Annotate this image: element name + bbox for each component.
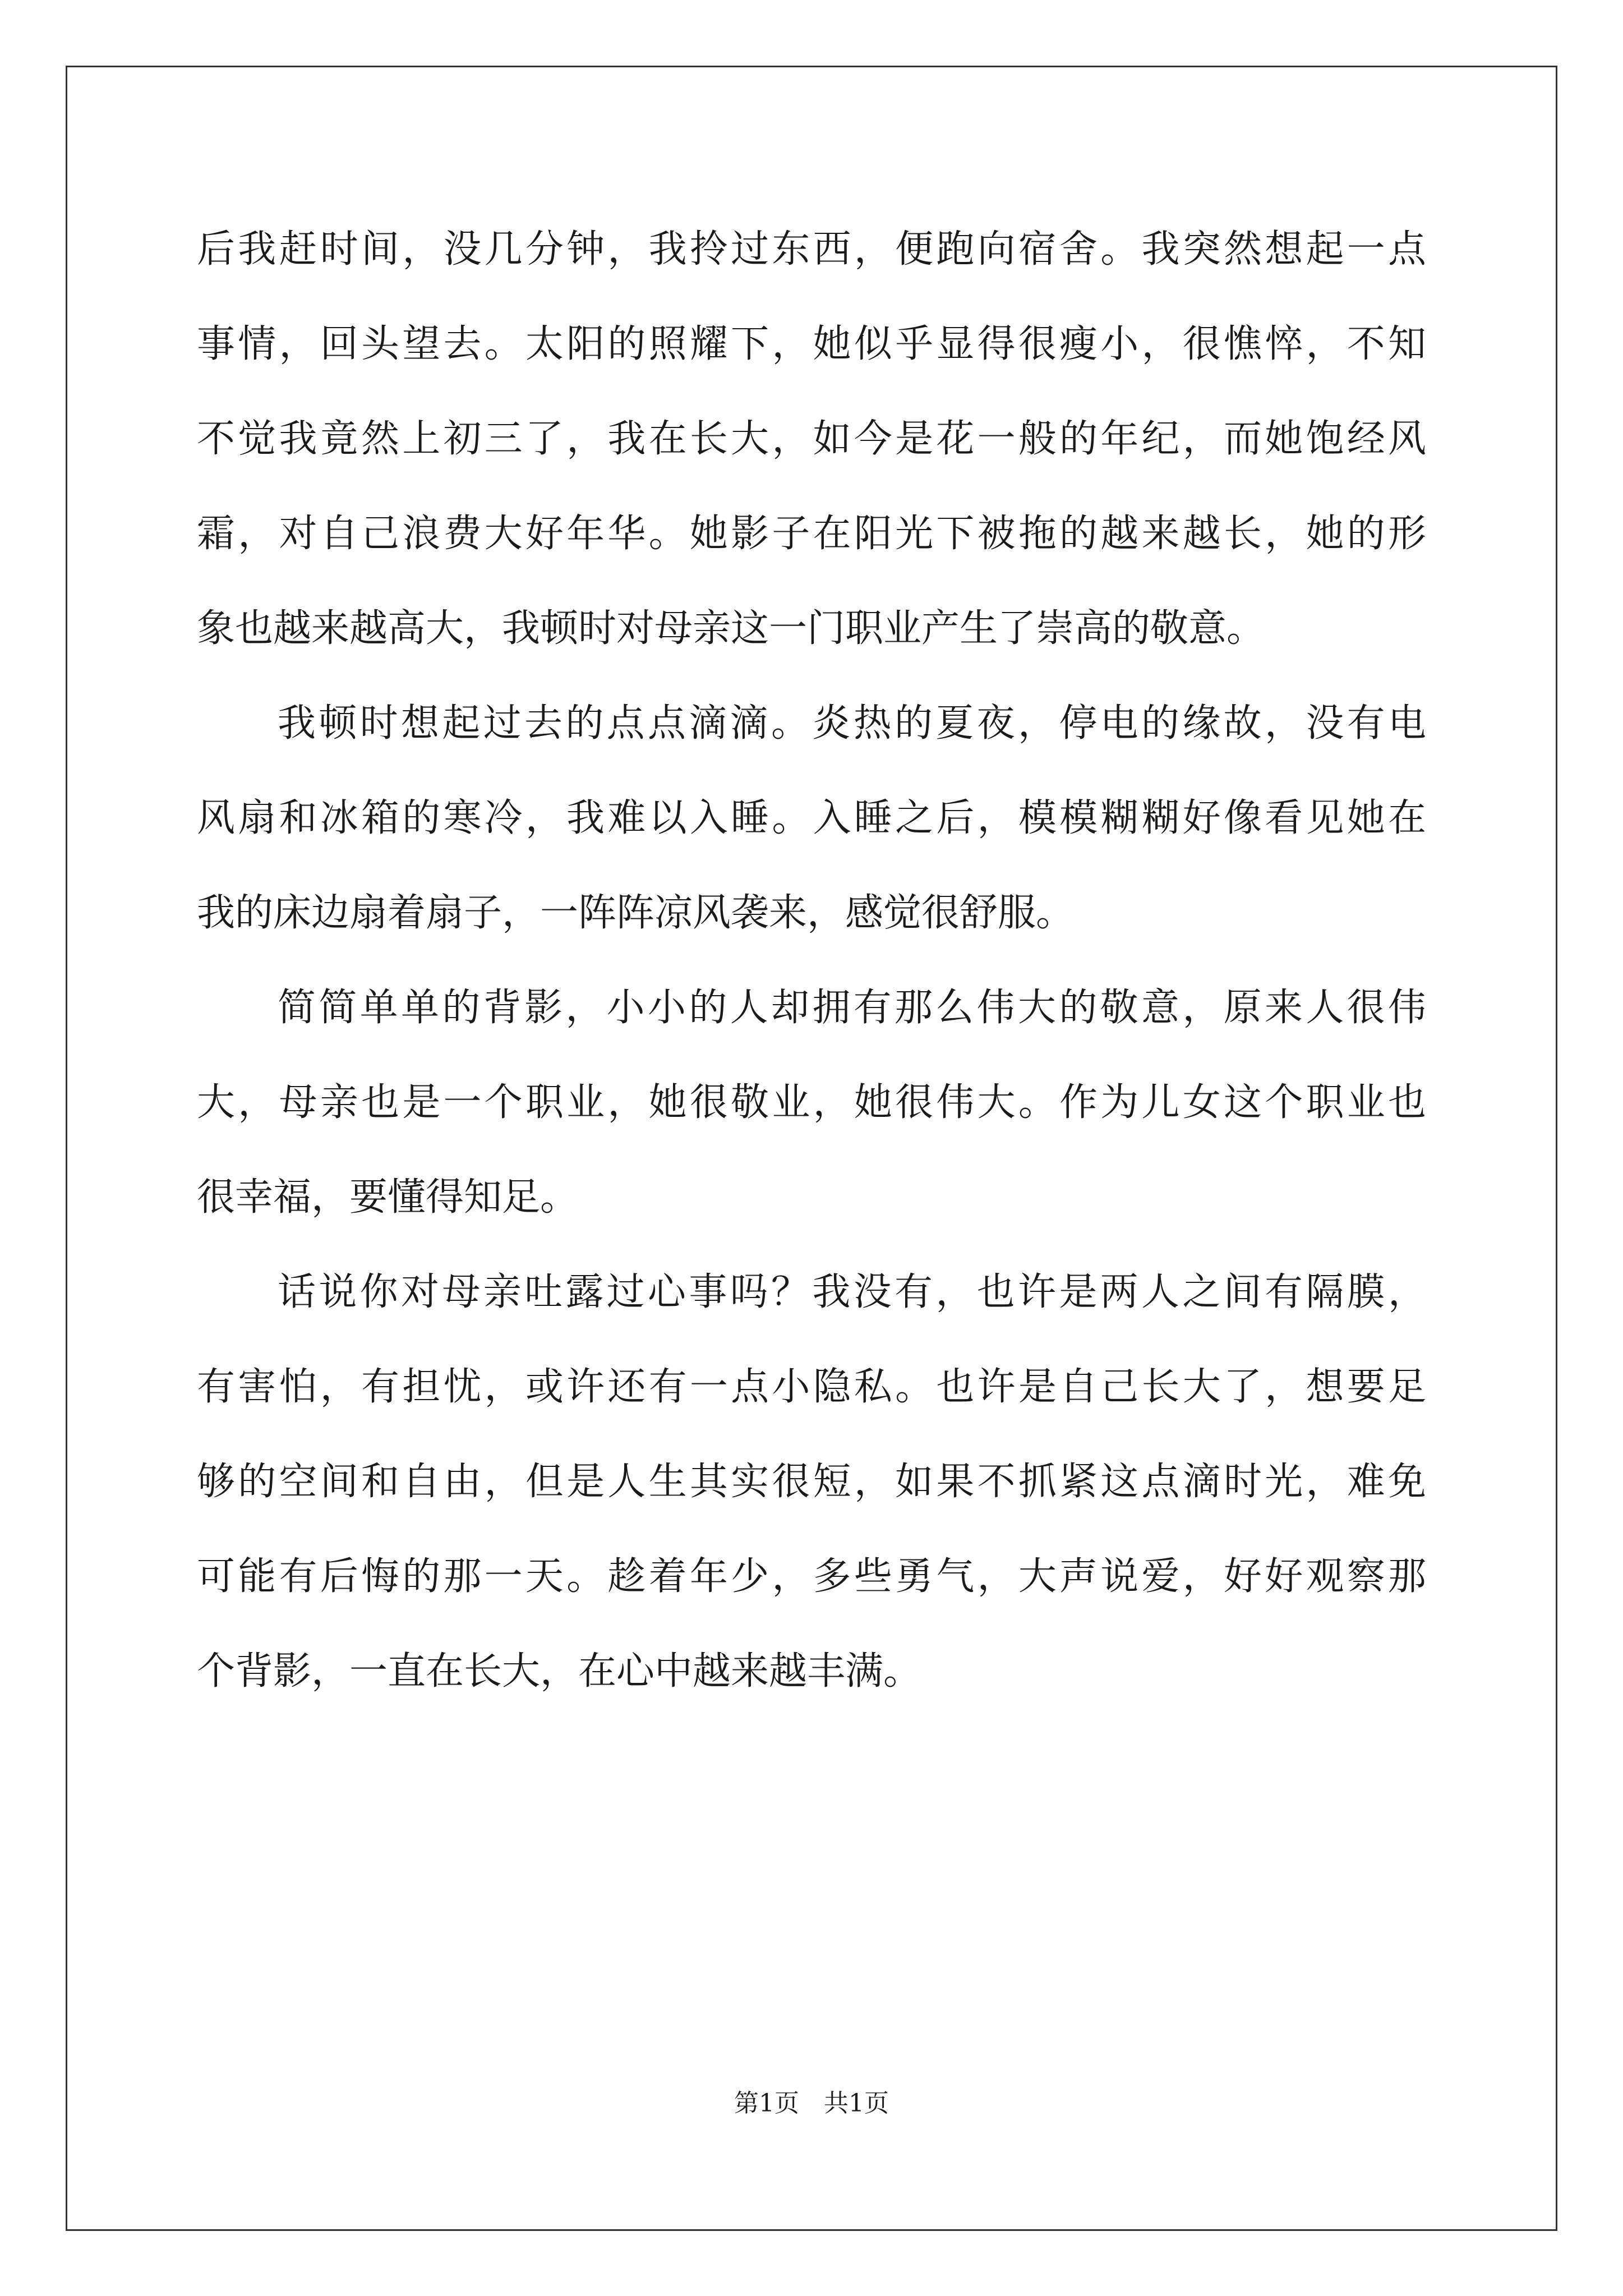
page-footer: 第1页 共1页 [734, 2089, 889, 2118]
text-line: 个背影，一直在长大，在心中越来越丰满。 [197, 1649, 922, 1694]
text-line: 象也越来越高大，我顿时对母亲这一门职业产生了崇高的敬意。 [197, 606, 1265, 651]
text-line: 大，母亲也是一个职业，她很敬业，她很伟大。作为儿女这个职业也 [197, 1080, 1426, 1125]
text-line: 我的床边扇着扇子，一阵阵凉风袭来，感觉很舒服。 [197, 891, 1075, 935]
text-line: 我顿时想起过去的点点滴滴。炎热的夏夜，停电的缘故，没有电 [278, 701, 1426, 746]
text-line: 简简单单的背影，小小的人却拥有那么伟大的敬意，原来人很伟 [278, 986, 1426, 1030]
document-body [197, 213, 1426, 1730]
text-line: 有害怕，有担忧，或许还有一点小隐私。也许是自己长大了，想要足 [197, 1365, 1426, 1409]
text-line: 事情，回头望去。太阳的照耀下，她似乎显得很瘦小，很憔悴，不知 [197, 322, 1426, 366]
text-line: 霜，对自己浪费大好年华。她影子在阳光下被拖的越来越长，她的形 [197, 512, 1426, 556]
text-line: 很幸福，要懂得知足。 [197, 1175, 579, 1220]
text-line: 后我赶时间，没几分钟，我拎过东西，便跑向宿舍。我突然想起一点 [197, 227, 1426, 272]
text-line: 可能有后悔的那一天。趁着年少，多些勇气，大声说爱，好好观察那 [197, 1554, 1426, 1599]
text-line: 够的空间和自由，但是人生其实很短，如果不抓紧这点滴时光，难免 [197, 1460, 1426, 1504]
text-line: 话说你对母亲吐露过心事吗？我没有，也许是两人之间有隔膜， [278, 1270, 1426, 1314]
text-line: 不觉我竟然上初三了，我在长大，如今是花一般的年纪，而她饱经风 [197, 417, 1426, 461]
text-line: 风扇和冰箱的寒冷，我难以入睡。入睡之后，模模糊糊好像看见她在 [197, 796, 1426, 840]
